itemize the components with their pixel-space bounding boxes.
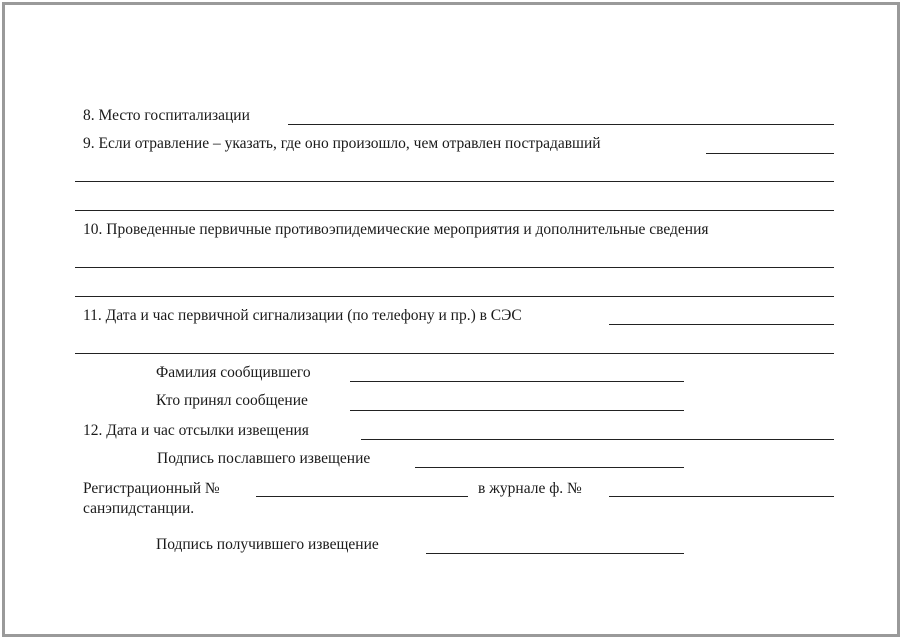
reporter-surname-label: Фамилия сообщившего (156, 364, 311, 381)
poisoning-details-line-3[interactable] (75, 210, 834, 211)
primary-signal-label: 11. Дата и час первичной сигнализации (по телефону и пр.) в СЭС (83, 307, 522, 324)
receiver-signature-field[interactable] (426, 553, 684, 554)
journal-form-field[interactable] (609, 496, 834, 497)
registration-number-label: Регистрационный № (83, 480, 220, 497)
reporter-surname-field[interactable] (350, 381, 684, 382)
sender-signature-label: Подпись пославшего извещение (157, 450, 371, 467)
receiver-signature-label: Подпись получившего извещение (156, 536, 379, 553)
notice-dispatch-label: 12. Дата и час отсылки извещения (83, 422, 309, 439)
journal-form-label: в журнале ф. № (478, 480, 582, 497)
antiepidemic-measures-label: 10. Проведенные первичные противоэпидемические мероприятия и дополнительные сведения (83, 221, 709, 238)
primary-signal-line-2[interactable] (75, 353, 834, 354)
hospitalization-place-label: 8. Место госпитализации (83, 107, 250, 124)
poisoning-details-line-2[interactable] (75, 181, 834, 182)
primary-signal-field[interactable] (609, 324, 834, 325)
message-receiver-field[interactable] (350, 410, 684, 411)
sender-signature-field[interactable] (415, 467, 684, 468)
antiepidemic-measures-line-1[interactable] (75, 267, 834, 268)
antiepidemic-measures-line-2[interactable] (75, 296, 834, 297)
poisoning-details-label: 9. Если отравление – указать, где оно произошло, чем отравлен пострадавший (83, 135, 601, 152)
message-receiver-label: Кто принял сообщение (156, 392, 308, 409)
poisoning-details-field[interactable] (706, 153, 834, 154)
hospitalization-place-field[interactable] (288, 124, 834, 125)
sanepid-label: санэпидстанции. (83, 500, 195, 517)
notice-dispatch-field[interactable] (361, 439, 834, 440)
registration-number-field[interactable] (256, 496, 468, 497)
